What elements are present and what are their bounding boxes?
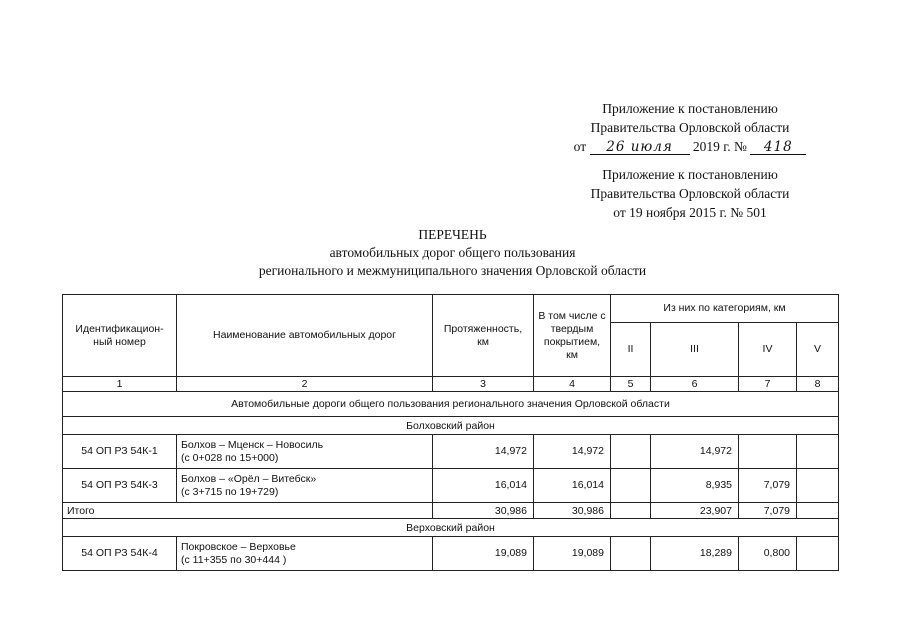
road-name-range: (с 3+715 по 19+729) xyxy=(181,485,279,498)
total-paved: 30,986 xyxy=(534,503,611,519)
appendix-prev-line-1: Приложение к постановлению xyxy=(602,167,778,182)
road-cat-v xyxy=(797,469,839,503)
appendix-prev-line-3: от 19 ноября 2015 г. № 501 xyxy=(613,205,767,220)
road-id: 54 ОП РЗ 54К-4 xyxy=(63,537,177,571)
title-line-2: автомобильных дорог общего пользования xyxy=(329,245,576,260)
header-name: Наименование автомобильных дорог xyxy=(177,295,433,377)
total-cat-ii xyxy=(611,503,651,519)
col-num: 1 xyxy=(63,377,177,392)
col-num: 3 xyxy=(433,377,534,392)
road-name xyxy=(177,537,433,571)
road-name-title: Болхов – Мценск – Новосиль xyxy=(181,438,324,451)
from-label: от xyxy=(573,139,587,154)
header-categories: Из них по категориям, км xyxy=(611,295,839,323)
road-paved: 16,014 xyxy=(534,469,611,503)
road-name-range: (с 11+355 по 30+444 ) xyxy=(181,553,287,566)
road-length: 19,089 xyxy=(433,537,534,571)
header-paved: В том числе с твердым покрытием, км xyxy=(534,295,611,377)
road-cat-iv: 0,800 xyxy=(739,537,797,571)
road-paved: 19,089 xyxy=(534,537,611,571)
column-numbers-row xyxy=(63,377,839,392)
appendix-date-line xyxy=(560,137,820,156)
road-cat-iv xyxy=(739,435,797,469)
roads-table xyxy=(62,294,839,571)
table-row xyxy=(63,469,839,503)
road-cat-iii: 14,972 xyxy=(651,435,739,469)
total-cat-iv: 7,079 xyxy=(739,503,797,519)
header-length: Протяженность, км xyxy=(433,295,534,377)
total-cat-v xyxy=(797,503,839,519)
total-length: 30,986 xyxy=(433,503,534,519)
road-paved: 14,972 xyxy=(534,435,611,469)
appendix-previous-header xyxy=(560,165,820,222)
section-title: Автомобильные дороги общего пользования регионального значения Орловской области xyxy=(63,392,839,417)
road-id: 54 ОП РЗ 54К-1 xyxy=(63,435,177,469)
road-length: 14,972 xyxy=(433,435,534,469)
col-num: 4 xyxy=(534,377,611,392)
total-label: Итого xyxy=(63,503,433,519)
header-cat-iii: III xyxy=(651,323,739,377)
district-heading: Верховский район xyxy=(63,519,839,537)
table-row xyxy=(63,435,839,469)
road-cat-iv: 7,079 xyxy=(739,469,797,503)
header-cat-v: V xyxy=(797,323,839,377)
col-num: 7 xyxy=(739,377,797,392)
road-name xyxy=(177,435,433,469)
road-cat-iii: 18,289 xyxy=(651,537,739,571)
appendix-current-header xyxy=(560,99,820,156)
col-num: 6 xyxy=(651,377,739,392)
road-name-title: Болхов – «Орёл – Витебск» xyxy=(181,472,317,485)
header-cat-iv: IV xyxy=(739,323,797,377)
col-num: 2 xyxy=(177,377,433,392)
road-cat-v xyxy=(797,537,839,571)
road-name-title: Покровское – Верховье xyxy=(181,540,296,553)
road-cat-ii xyxy=(611,469,651,503)
road-cat-v xyxy=(797,435,839,469)
title-line-1: ПЕРЕЧЕНЬ xyxy=(418,227,487,242)
road-name xyxy=(177,469,433,503)
road-name-range: (с 0+028 по 15+000) xyxy=(181,451,279,464)
handwritten-number: 418 xyxy=(750,140,806,155)
road-cat-ii xyxy=(611,537,651,571)
year-text: 2019 г. № xyxy=(692,139,747,154)
district-heading: Болховский район xyxy=(63,417,839,435)
handwritten-date: 26 июля xyxy=(590,140,690,155)
col-num: 8 xyxy=(797,377,839,392)
total-cat-iii: 23,907 xyxy=(651,503,739,519)
road-id: 54 ОП РЗ 54К-3 xyxy=(63,469,177,503)
road-cat-ii xyxy=(611,435,651,469)
col-num: 5 xyxy=(611,377,651,392)
road-cat-iii: 8,935 xyxy=(651,469,739,503)
document-title xyxy=(200,226,705,280)
appendix-line-1: Приложение к постановлению xyxy=(602,101,778,116)
total-row xyxy=(63,503,839,519)
title-line-3: регионального и межмуниципального значения Орловской области xyxy=(258,263,647,278)
header-cat-ii: II xyxy=(611,323,651,377)
appendix-prev-line-2: Правительства Орловской области xyxy=(590,186,790,201)
header-id: Идентификацион-ный номер xyxy=(63,295,177,377)
table-row xyxy=(63,537,839,571)
road-length: 16,014 xyxy=(433,469,534,503)
appendix-line-2: Правительства Орловской области xyxy=(590,120,790,135)
